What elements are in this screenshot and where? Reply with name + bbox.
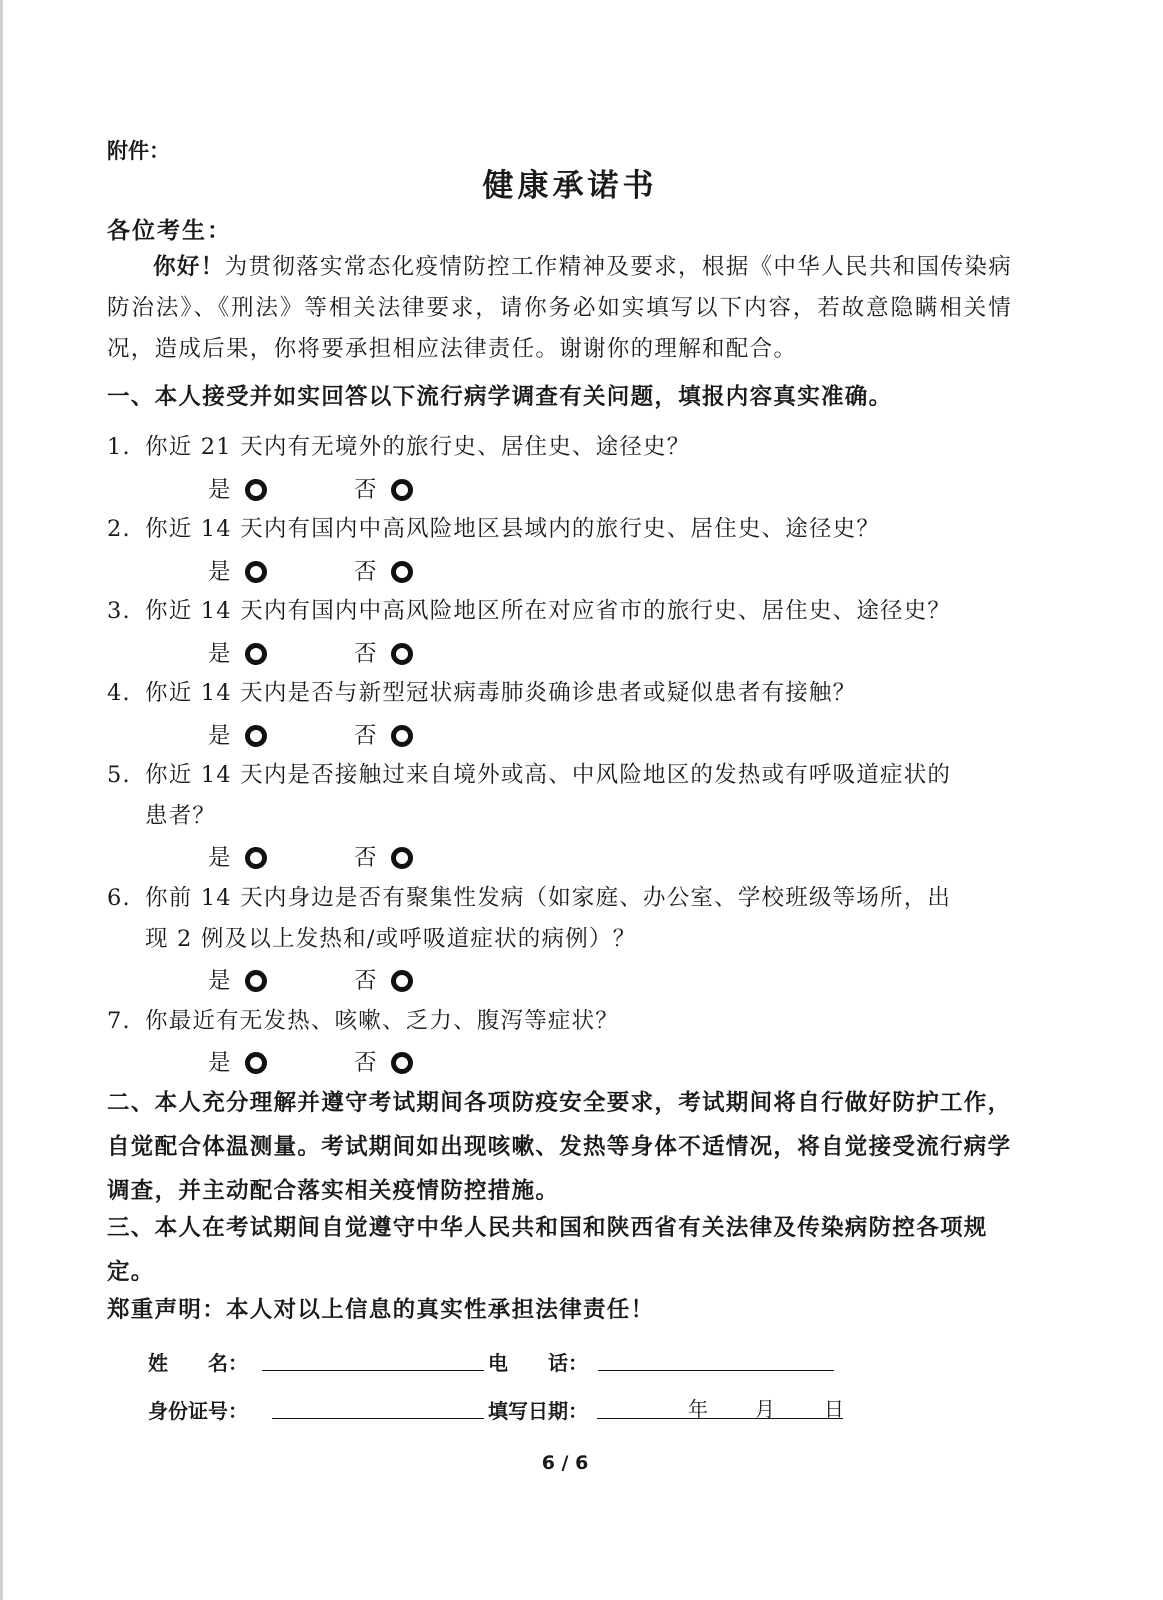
question-number: 4.: [107, 680, 131, 706]
radio-circle-icon[interactable]: [391, 725, 413, 747]
intro-hello: 你好！: [153, 254, 225, 280]
option-no[interactable]: [354, 720, 413, 751]
radio-circle-icon[interactable]: [245, 970, 267, 992]
option-yes[interactable]: [208, 842, 267, 873]
question-number: 2.: [107, 516, 131, 542]
radio-circle-icon[interactable]: [245, 1052, 267, 1074]
option-yes-label: 是: [208, 1050, 231, 1076]
option-no-label: 否: [354, 559, 377, 585]
question-text: 你最近有无发热、咳嗽、乏力、腹泻等症状？: [145, 1008, 620, 1034]
option-yes-label: 是: [208, 968, 231, 994]
radio-circle-icon[interactable]: [391, 1052, 413, 1074]
section-2-text: 二、本人充分理解并遵守考试期间各项防疫安全要求，考试期间将自行做好防护工作，自觉配合体温测量。考试期间如出现咳嗽、发热等身体不适情况，将自觉接受流行病学调查，并主动配合落实相关疫情防控措施。: [107, 1090, 1012, 1204]
phone-input-line[interactable]: [598, 1370, 834, 1371]
page-number: 6 / 6: [541, 1452, 589, 1474]
question-text-continued: 患者？: [145, 803, 217, 829]
name-label: 姓 名：: [148, 1351, 248, 1375]
declaration: 郑重声明：本人对以上信息的真实性承担法律责任！: [107, 1297, 655, 1323]
question-text: 你前 14 天内身边是否有聚集性发病（如家庭、办公室、学校班级等场所，出: [145, 885, 952, 911]
date-day-label: 日: [824, 1397, 844, 1421]
option-yes[interactable]: [208, 474, 267, 505]
option-no[interactable]: [354, 556, 413, 587]
question-text-continued: 现 2 例及以上发热和/或呼吸道症状的病例）？: [145, 926, 637, 952]
option-no-label: 否: [354, 723, 377, 749]
question-1: [107, 427, 1017, 468]
question-number: 1.: [107, 434, 131, 460]
option-yes[interactable]: [208, 1047, 267, 1078]
option-no[interactable]: [354, 474, 413, 505]
id-number-input-line[interactable]: [272, 1418, 484, 1419]
option-yes[interactable]: [208, 638, 267, 669]
radio-circle-icon[interactable]: [391, 561, 413, 583]
option-yes[interactable]: [208, 965, 267, 996]
question-number: 3.: [107, 598, 131, 624]
question-text: 你近 14 天内是否与新型冠状病毒肺炎确诊患者或疑似患者有接触？: [145, 680, 857, 706]
question-number: 7.: [107, 1008, 131, 1034]
option-no[interactable]: [354, 638, 413, 669]
document-title: 健康承诺书: [482, 168, 658, 204]
date-input-line[interactable]: [597, 1418, 843, 1419]
radio-circle-icon[interactable]: [245, 561, 267, 583]
option-no[interactable]: [354, 965, 413, 996]
phone-label: 电 话：: [488, 1351, 588, 1375]
radio-circle-icon[interactable]: [391, 847, 413, 869]
radio-circle-icon[interactable]: [245, 725, 267, 747]
option-yes-label: 是: [208, 559, 231, 585]
radio-circle-icon[interactable]: [245, 479, 267, 501]
greeting: 各位考生：: [107, 218, 232, 244]
date-year-label: 年: [688, 1397, 708, 1421]
attachment-label: 附件：: [107, 139, 170, 163]
question-text: 你近 14 天内有国内中高风险地区所在对应省市的旅行史、居住史、途径史？: [145, 598, 952, 624]
option-no[interactable]: [354, 842, 413, 873]
question-2: [107, 509, 1017, 550]
page-edge: [0, 0, 3, 1600]
name-input-line[interactable]: [262, 1370, 484, 1371]
radio-circle-icon[interactable]: [391, 479, 413, 501]
question-text: 你近 21 天内有无境外的旅行史、居住史、途径史？: [145, 434, 691, 460]
question-6: [107, 878, 1017, 960]
option-yes-label: 是: [208, 641, 231, 667]
id-number-label: 身份证号：: [148, 1399, 248, 1423]
option-no-label: 否: [354, 641, 377, 667]
section-3-text: 三、本人在考试期间自觉遵守中华人民共和国和陕西省有关法律及传染病防控各项规定。: [107, 1215, 988, 1285]
intro-text: 为贯彻落实常态化疫情防控工作精神及要求，根据《中华人民共和国传染病防治法》、《刑法》等相关法律要求，请你务必如实填写以下内容，若故意隐瞒相关情况，造成后果，你将要承担相应法律责任。谢谢你的理解和配合。: [107, 254, 1012, 362]
option-yes-label: 是: [208, 477, 231, 503]
date-label: 填写日期：: [488, 1399, 588, 1423]
question-text: 你近 14 天内有国内中高风险地区县域内的旅行史、居住史、途径史？: [145, 516, 881, 542]
radio-circle-icon[interactable]: [391, 643, 413, 665]
question-number: 6.: [107, 885, 131, 911]
intro-paragraph: [107, 247, 1012, 370]
question-7: [107, 1001, 1017, 1042]
option-no-label: 否: [354, 1050, 377, 1076]
date-month-label: 月: [755, 1397, 775, 1421]
question-text: 你近 14 天内是否接触过来自境外或高、中风险地区的发热或有呼吸道症状的: [145, 762, 952, 788]
question-number: 5.: [107, 762, 131, 788]
section-1-heading: 一、本人接受并如实回答以下流行病学调查有关问题，填报内容真实准确。: [107, 384, 893, 410]
option-no[interactable]: [354, 1047, 413, 1078]
radio-circle-icon[interactable]: [245, 643, 267, 665]
option-no-label: 否: [354, 477, 377, 503]
question-3: [107, 591, 1017, 632]
radio-circle-icon[interactable]: [391, 970, 413, 992]
question-4: [107, 673, 1017, 714]
option-yes-label: 是: [208, 845, 231, 871]
option-yes[interactable]: [208, 720, 267, 751]
option-yes[interactable]: [208, 556, 267, 587]
option-no-label: 否: [354, 968, 377, 994]
radio-circle-icon[interactable]: [245, 847, 267, 869]
question-5: [107, 755, 1017, 837]
option-yes-label: 是: [208, 723, 231, 749]
option-no-label: 否: [354, 845, 377, 871]
